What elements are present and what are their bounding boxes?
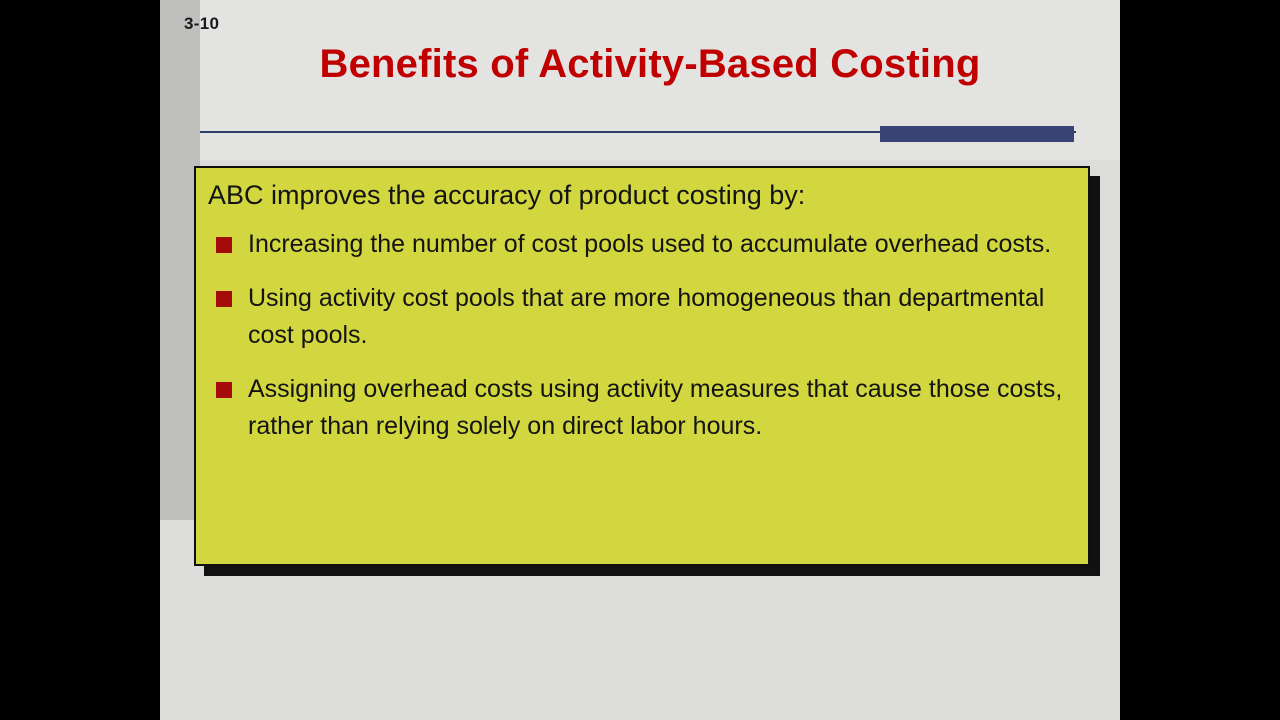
list-item-label: Increasing the number of cost pools used to accumulate overhead costs. xyxy=(248,230,1052,258)
content-box xyxy=(194,166,1090,566)
list-item-label: Using activity cost pools that are more homogeneous than departmental cost pools. xyxy=(248,283,1045,349)
slide-canvas xyxy=(160,0,1120,720)
list-item-label: Assigning overhead costs using activity measures that cause those costs, rather than relying solely on direct labor hours. xyxy=(248,374,1063,440)
slide-number: 3-10 xyxy=(184,14,220,33)
list-item xyxy=(208,226,1080,264)
bullet-list xyxy=(208,226,1080,462)
square-bullet-icon xyxy=(216,237,232,253)
list-item xyxy=(208,280,1080,355)
lead-in-text: ABC improves the accuracy of product costing by: xyxy=(208,180,806,210)
square-bullet-icon xyxy=(216,291,232,307)
title-divider-accent-block xyxy=(880,126,1074,142)
square-bullet-icon xyxy=(216,382,232,398)
list-item xyxy=(208,371,1080,446)
page-title: Benefits of Activity-Based Costing xyxy=(319,42,981,86)
